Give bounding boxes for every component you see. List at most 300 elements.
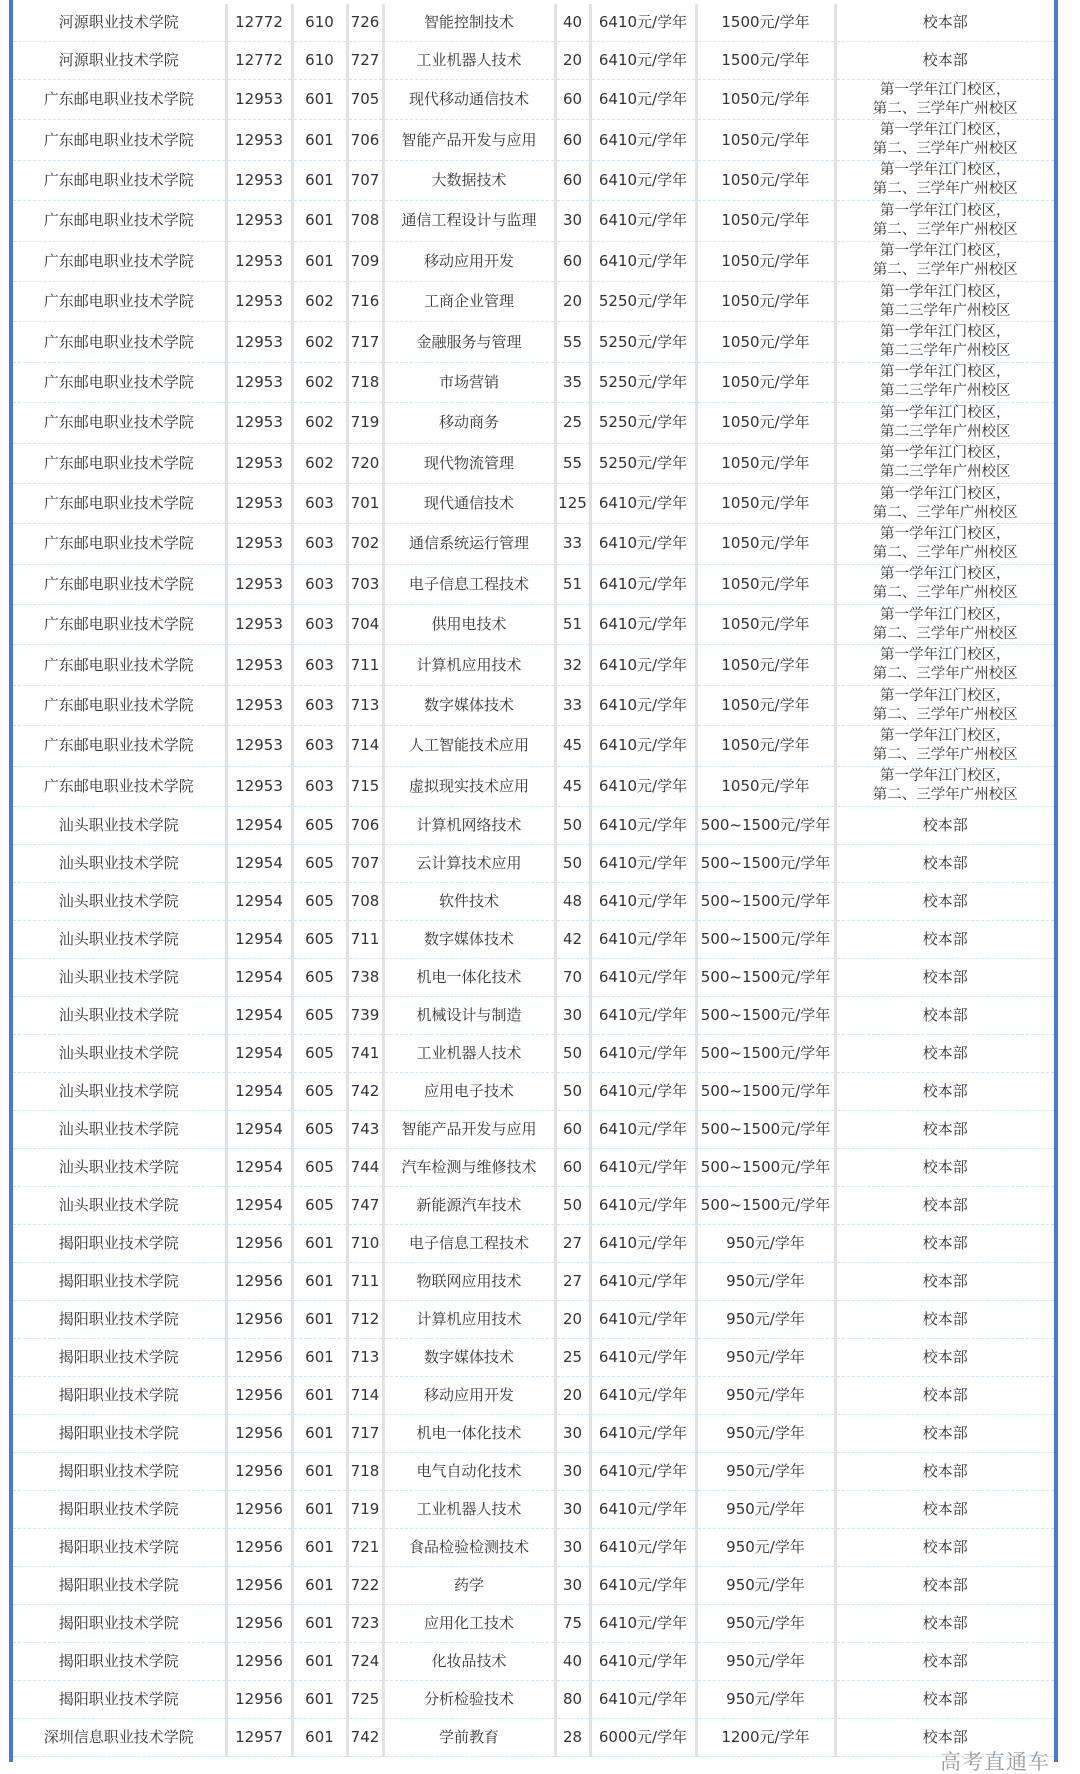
school-code-cell: 12953 <box>226 726 292 766</box>
plan-count-cell: 40 <box>555 1643 590 1681</box>
group-code-cell: 603 <box>292 605 347 645</box>
school-name-cell: 揭阳职业技术学院 <box>13 1377 226 1415</box>
table-row <box>13 362 1054 402</box>
major-code-cell: 721 <box>347 1529 383 1567</box>
table-row <box>13 845 1054 883</box>
school-name-cell: 汕头职业技术学院 <box>13 1187 226 1225</box>
accommodation-fee-cell: 1050元/学年 <box>696 645 835 685</box>
major-name-cell: 工业机器人技术 <box>383 42 555 80</box>
group-code-cell: 603 <box>292 766 347 806</box>
major-code-cell: 705 <box>347 80 383 120</box>
major-name-cell: 云计算技术应用 <box>383 845 555 883</box>
table-row <box>13 1339 1054 1377</box>
group-code-cell: 601 <box>292 241 347 281</box>
major-name-cell: 机电一体化技术 <box>383 1415 555 1453</box>
plan-count-cell: 51 <box>555 564 590 604</box>
school-name-cell: 揭阳职业技术学院 <box>13 1453 226 1491</box>
plan-count-cell: 45 <box>555 766 590 806</box>
group-code-cell: 601 <box>292 1377 347 1415</box>
table-row <box>13 1453 1054 1491</box>
campus-cell <box>835 766 1054 806</box>
campus-cell: 校本部 <box>835 1149 1054 1187</box>
campus-line: 第二三学年广州校区 <box>880 464 1011 481</box>
campus-cell: 校本部 <box>835 1719 1054 1757</box>
major-code-cell: 743 <box>347 1111 383 1149</box>
school-code-cell: 12954 <box>226 883 292 921</box>
plan-count-cell: 60 <box>555 241 590 281</box>
campus-line: 第一学年江门校区， <box>880 364 1011 381</box>
campus-line: 第二、三学年广州校区 <box>872 504 1018 521</box>
major-name-cell: 化妆品技术 <box>383 1643 555 1681</box>
campus-line: 第一学年江门校区， <box>880 122 1011 139</box>
tuition-cell: 6410元/学年 <box>590 1035 696 1073</box>
campus-line: 第二三学年广州校区 <box>880 423 1011 440</box>
accommodation-fee-cell: 950元/学年 <box>696 1301 835 1339</box>
table-row <box>13 685 1054 725</box>
table-row <box>13 883 1054 921</box>
table-row <box>13 1719 1054 1757</box>
plan-count-cell: 48 <box>555 883 590 921</box>
school-name-cell: 汕头职业技术学院 <box>13 1035 226 1073</box>
campus-line: 第一学年江门校区， <box>880 606 1011 623</box>
group-code-cell: 603 <box>292 685 347 725</box>
major-name-cell: 数字媒体技术 <box>383 1339 555 1377</box>
plan-count-cell: 27 <box>555 1225 590 1263</box>
school-name-cell: 揭阳职业技术学院 <box>13 1681 226 1719</box>
table-row <box>13 807 1054 845</box>
campus-line: 第二、三学年广州校区 <box>872 100 1018 117</box>
major-code-cell: 706 <box>347 807 383 845</box>
major-name-cell: 电气自动化技术 <box>383 1453 555 1491</box>
plan-count-cell: 30 <box>555 1529 590 1567</box>
tuition-cell: 6410元/学年 <box>590 1149 696 1187</box>
campus-line: 第一学年江门校区， <box>880 324 1011 341</box>
major-code-cell: 716 <box>347 281 383 321</box>
school-name-cell: 揭阳职业技术学院 <box>13 1415 226 1453</box>
campus-line: 第一学年江门校区， <box>880 81 1011 98</box>
table-row <box>13 201 1054 241</box>
major-name-cell: 应用电子技术 <box>383 1073 555 1111</box>
tuition-cell: 6410元/学年 <box>590 120 696 160</box>
school-name-cell: 揭阳职业技术学院 <box>13 1567 226 1605</box>
group-code-cell: 601 <box>292 1453 347 1491</box>
campus-line: 第二三学年广州校区 <box>880 383 1011 400</box>
campus-cell <box>835 80 1054 120</box>
major-name-cell: 金融服务与管理 <box>383 322 555 362</box>
campus-cell <box>835 241 1054 281</box>
school-code-cell: 12953 <box>226 766 292 806</box>
table-row <box>13 1681 1054 1719</box>
table-row <box>13 645 1054 685</box>
major-code-cell: 719 <box>347 403 383 443</box>
campus-line: 第二、三学年广州校区 <box>872 666 1018 683</box>
plan-count-cell: 60 <box>555 1149 590 1187</box>
group-code-cell: 601 <box>292 1225 347 1263</box>
group-code-cell: 601 <box>292 80 347 120</box>
major-name-cell: 分析检验技术 <box>383 1681 555 1719</box>
school-code-cell: 12956 <box>226 1681 292 1719</box>
school-name-cell: 广东邮电职业技术学院 <box>13 443 226 483</box>
campus-line: 第二、三学年广州校区 <box>872 181 1018 198</box>
tuition-cell: 6410元/学年 <box>590 807 696 845</box>
table-row <box>13 564 1054 604</box>
plan-count-cell: 50 <box>555 1187 590 1225</box>
accommodation-fee-cell: 950元/学年 <box>696 1567 835 1605</box>
campus-cell: 校本部 <box>835 1339 1054 1377</box>
table-row <box>13 281 1054 321</box>
campus-cell <box>835 322 1054 362</box>
school-name-cell: 汕头职业技术学院 <box>13 1073 226 1111</box>
accommodation-fee-cell: 1050元/学年 <box>696 766 835 806</box>
school-name-cell: 揭阳职业技术学院 <box>13 1263 226 1301</box>
accommodation-fee-cell: 500~1500元/学年 <box>696 845 835 883</box>
school-name-cell: 河源职业技术学院 <box>13 4 226 42</box>
tuition-cell: 6410元/学年 <box>590 1339 696 1377</box>
table-row <box>13 241 1054 281</box>
campus-line: 第二三学年广州校区 <box>880 302 1011 319</box>
accommodation-fee-cell: 500~1500元/学年 <box>696 1035 835 1073</box>
group-code-cell: 610 <box>292 4 347 42</box>
accommodation-fee-cell: 500~1500元/学年 <box>696 883 835 921</box>
school-name-cell: 广东邮电职业技术学院 <box>13 605 226 645</box>
major-code-cell: 742 <box>347 1073 383 1111</box>
campus-line: 第二、三学年广州校区 <box>872 746 1018 763</box>
tuition-cell: 6410元/学年 <box>590 921 696 959</box>
accommodation-fee-cell: 1050元/学年 <box>696 281 835 321</box>
school-code-cell: 12956 <box>226 1377 292 1415</box>
school-name-cell: 广东邮电职业技术学院 <box>13 241 226 281</box>
tuition-cell: 6410元/学年 <box>590 1529 696 1567</box>
tuition-cell: 6410元/学年 <box>590 1187 696 1225</box>
campus-cell <box>835 281 1054 321</box>
major-code-cell: 723 <box>347 1605 383 1643</box>
table-row <box>13 1187 1054 1225</box>
major-code-cell: 720 <box>347 443 383 483</box>
plan-count-cell: 55 <box>555 443 590 483</box>
school-code-cell: 12954 <box>226 997 292 1035</box>
plan-count-cell: 20 <box>555 281 590 321</box>
major-name-cell: 软件技术 <box>383 883 555 921</box>
accommodation-fee-cell: 1050元/学年 <box>696 726 835 766</box>
accommodation-fee-cell: 500~1500元/学年 <box>696 1073 835 1111</box>
group-code-cell: 605 <box>292 1149 347 1187</box>
school-name-cell: 广东邮电职业技术学院 <box>13 524 226 564</box>
campus-cell: 校本部 <box>835 1301 1054 1339</box>
school-name-cell: 广东邮电职业技术学院 <box>13 322 226 362</box>
campus-cell <box>835 362 1054 402</box>
major-code-cell: 710 <box>347 1225 383 1263</box>
campus-cell: 校本部 <box>835 1263 1054 1301</box>
school-code-cell: 12956 <box>226 1529 292 1567</box>
major-code-cell: 712 <box>347 1301 383 1339</box>
tuition-cell: 6410元/学年 <box>590 1605 696 1643</box>
school-code-cell: 12953 <box>226 201 292 241</box>
major-name-cell: 汽车检测与维修技术 <box>383 1149 555 1187</box>
major-code-cell: 747 <box>347 1187 383 1225</box>
campus-line: 第二、三学年广州校区 <box>872 585 1018 602</box>
major-name-cell: 移动应用开发 <box>383 241 555 281</box>
tuition-cell: 6410元/学年 <box>590 4 696 42</box>
school-name-cell: 汕头职业技术学院 <box>13 959 226 997</box>
tuition-cell: 6410元/学年 <box>590 685 696 725</box>
group-code-cell: 605 <box>292 845 347 883</box>
major-name-cell: 计算机应用技术 <box>383 645 555 685</box>
table-row <box>13 726 1054 766</box>
plan-count-cell: 20 <box>555 1377 590 1415</box>
accommodation-fee-cell: 1500元/学年 <box>696 42 835 80</box>
campus-cell: 校本部 <box>835 1453 1054 1491</box>
major-code-cell: 718 <box>347 1453 383 1491</box>
campus-cell <box>835 605 1054 645</box>
school-code-cell: 12954 <box>226 1073 292 1111</box>
plan-count-cell: 27 <box>555 1263 590 1301</box>
accommodation-fee-cell: 950元/学年 <box>696 1339 835 1377</box>
major-code-cell: 711 <box>347 645 383 685</box>
table-row <box>13 1415 1054 1453</box>
accommodation-fee-cell: 950元/学年 <box>696 1529 835 1567</box>
school-code-cell: 12954 <box>226 959 292 997</box>
tuition-cell: 6410元/学年 <box>590 564 696 604</box>
school-code-cell: 12953 <box>226 645 292 685</box>
school-name-cell: 广东邮电职业技术学院 <box>13 80 226 120</box>
tuition-cell: 6410元/学年 <box>590 845 696 883</box>
table-row <box>13 1491 1054 1529</box>
plan-count-cell: 60 <box>555 160 590 200</box>
campus-cell <box>835 443 1054 483</box>
school-name-cell: 汕头职业技术学院 <box>13 807 226 845</box>
campus-cell: 校本部 <box>835 997 1054 1035</box>
major-code-cell: 726 <box>347 4 383 42</box>
school-code-cell: 12957 <box>226 1719 292 1757</box>
table-row <box>13 1073 1054 1111</box>
major-code-cell: 739 <box>347 997 383 1035</box>
accommodation-fee-cell: 950元/学年 <box>696 1643 835 1681</box>
group-code-cell: 601 <box>292 1529 347 1567</box>
school-code-cell: 12953 <box>226 160 292 200</box>
accommodation-fee-cell: 500~1500元/学年 <box>696 959 835 997</box>
accommodation-fee-cell: 1050元/学年 <box>696 443 835 483</box>
tuition-cell: 6410元/学年 <box>590 1301 696 1339</box>
plan-count-cell: 20 <box>555 1301 590 1339</box>
campus-cell <box>835 403 1054 443</box>
group-code-cell: 602 <box>292 362 347 402</box>
table-row <box>13 524 1054 564</box>
school-code-cell: 12954 <box>226 1149 292 1187</box>
plan-count-cell: 30 <box>555 1567 590 1605</box>
tuition-cell: 6410元/学年 <box>590 483 696 523</box>
accommodation-fee-cell: 500~1500元/学年 <box>696 1187 835 1225</box>
campus-cell: 校本部 <box>835 1111 1054 1149</box>
accommodation-fee-cell: 950元/学年 <box>696 1453 835 1491</box>
major-code-cell: 715 <box>347 766 383 806</box>
table-row <box>13 120 1054 160</box>
campus-cell <box>835 726 1054 766</box>
campus-line: 第一学年江门校区， <box>880 727 1011 744</box>
group-code-cell: 601 <box>292 1339 347 1377</box>
campus-cell: 校本部 <box>835 1529 1054 1567</box>
campus-line: 第二、三学年广州校区 <box>872 141 1018 158</box>
group-code-cell: 601 <box>292 120 347 160</box>
tuition-cell: 6410元/学年 <box>590 605 696 645</box>
school-name-cell: 广东邮电职业技术学院 <box>13 362 226 402</box>
campus-line: 第一学年江门校区， <box>880 445 1011 462</box>
campus-line: 第二、三学年广州校区 <box>872 262 1018 279</box>
tuition-cell: 6410元/学年 <box>590 1225 696 1263</box>
watermark: 高考直通车 <box>940 1750 1050 1774</box>
school-code-cell: 12956 <box>226 1415 292 1453</box>
plan-count-cell: 30 <box>555 201 590 241</box>
school-name-cell: 揭阳职业技术学院 <box>13 1643 226 1681</box>
campus-line: 第一学年江门校区， <box>880 243 1011 260</box>
major-name-cell: 物联网应用技术 <box>383 1263 555 1301</box>
major-name-cell: 工业机器人技术 <box>383 1035 555 1073</box>
tuition-cell: 5250元/学年 <box>590 281 696 321</box>
group-code-cell: 605 <box>292 1073 347 1111</box>
campus-line: 第二三学年广州校区 <box>880 343 1011 360</box>
major-code-cell: 738 <box>347 959 383 997</box>
plan-count-cell: 51 <box>555 605 590 645</box>
accommodation-fee-cell: 1050元/学年 <box>696 201 835 241</box>
tuition-cell: 6410元/学年 <box>590 1567 696 1605</box>
group-code-cell: 601 <box>292 1605 347 1643</box>
major-code-cell: 717 <box>347 322 383 362</box>
tuition-cell: 6410元/学年 <box>590 42 696 80</box>
group-code-cell: 602 <box>292 281 347 321</box>
school-code-cell: 12953 <box>226 605 292 645</box>
major-code-cell: 709 <box>347 241 383 281</box>
school-code-cell: 12953 <box>226 281 292 321</box>
school-name-cell: 广东邮电职业技术学院 <box>13 726 226 766</box>
major-name-cell: 人工智能技术应用 <box>383 726 555 766</box>
tuition-cell: 6410元/学年 <box>590 959 696 997</box>
table-row <box>13 1377 1054 1415</box>
tuition-cell: 6000元/学年 <box>590 1719 696 1757</box>
school-name-cell: 广东邮电职业技术学院 <box>13 201 226 241</box>
group-code-cell: 603 <box>292 483 347 523</box>
accommodation-fee-cell: 950元/学年 <box>696 1263 835 1301</box>
tuition-cell: 6410元/学年 <box>590 241 696 281</box>
accommodation-fee-cell: 500~1500元/学年 <box>696 997 835 1035</box>
table-row <box>13 1225 1054 1263</box>
tuition-cell: 6410元/学年 <box>590 1073 696 1111</box>
group-code-cell: 601 <box>292 1301 347 1339</box>
plan-count-cell: 60 <box>555 1111 590 1149</box>
table-row <box>13 766 1054 806</box>
campus-cell: 校本部 <box>835 1187 1054 1225</box>
accommodation-fee-cell: 1050元/学年 <box>696 403 835 443</box>
plan-count-cell: 32 <box>555 645 590 685</box>
plan-count-cell: 30 <box>555 997 590 1035</box>
plan-count-cell: 30 <box>555 1453 590 1491</box>
campus-cell <box>835 645 1054 685</box>
school-name-cell: 广东邮电职业技术学院 <box>13 281 226 321</box>
table-row <box>13 42 1054 80</box>
school-code-cell: 12953 <box>226 685 292 725</box>
campus-line: 第二、三学年广州校区 <box>872 625 1018 642</box>
tuition-cell: 6410元/学年 <box>590 1415 696 1453</box>
major-code-cell: 713 <box>347 1339 383 1377</box>
table-row <box>13 1149 1054 1187</box>
admissions-table <box>13 4 1054 1757</box>
campus-cell: 校本部 <box>835 1415 1054 1453</box>
major-code-cell: 717 <box>347 1415 383 1453</box>
accommodation-fee-cell: 1500元/学年 <box>696 4 835 42</box>
major-code-cell: 701 <box>347 483 383 523</box>
group-code-cell: 603 <box>292 564 347 604</box>
group-code-cell: 605 <box>292 1187 347 1225</box>
school-code-cell: 12954 <box>226 845 292 883</box>
plan-count-cell: 28 <box>555 1719 590 1757</box>
major-name-cell: 应用化工技术 <box>383 1605 555 1643</box>
school-name-cell: 汕头职业技术学院 <box>13 1149 226 1187</box>
campus-cell: 校本部 <box>835 42 1054 80</box>
campus-line: 第二、三学年广州校区 <box>872 787 1018 804</box>
table-row <box>13 483 1054 523</box>
school-name-cell: 揭阳职业技术学院 <box>13 1491 226 1529</box>
major-code-cell: 719 <box>347 1491 383 1529</box>
tuition-cell: 6410元/学年 <box>590 201 696 241</box>
campus-cell: 校本部 <box>835 959 1054 997</box>
school-code-cell: 12953 <box>226 80 292 120</box>
table-body <box>13 4 1054 1757</box>
school-code-cell: 12772 <box>226 4 292 42</box>
major-name-cell: 数字媒体技术 <box>383 685 555 725</box>
campus-cell: 校本部 <box>835 1605 1054 1643</box>
campus-line: 第一学年江门校区， <box>880 162 1011 179</box>
group-code-cell: 610 <box>292 42 347 80</box>
group-code-cell: 605 <box>292 883 347 921</box>
major-code-cell: 718 <box>347 362 383 402</box>
school-name-cell: 广东邮电职业技术学院 <box>13 403 226 443</box>
plan-count-cell: 40 <box>555 4 590 42</box>
tuition-cell: 5250元/学年 <box>590 362 696 402</box>
major-name-cell: 市场营销 <box>383 362 555 402</box>
major-name-cell: 计算机应用技术 <box>383 1301 555 1339</box>
school-name-cell: 汕头职业技术学院 <box>13 883 226 921</box>
group-code-cell: 601 <box>292 1643 347 1681</box>
plan-count-cell: 25 <box>555 1339 590 1377</box>
major-name-cell: 电子信息工程技术 <box>383 1225 555 1263</box>
school-code-cell: 12956 <box>226 1605 292 1643</box>
accommodation-fee-cell: 950元/学年 <box>696 1225 835 1263</box>
major-code-cell: 725 <box>347 1681 383 1719</box>
major-code-cell: 722 <box>347 1567 383 1605</box>
accommodation-fee-cell: 1050元/学年 <box>696 160 835 200</box>
group-code-cell: 601 <box>292 1681 347 1719</box>
school-name-cell: 汕头职业技术学院 <box>13 1111 226 1149</box>
major-name-cell: 电子信息工程技术 <box>383 564 555 604</box>
tuition-cell: 5250元/学年 <box>590 443 696 483</box>
table-row <box>13 921 1054 959</box>
school-code-cell: 12953 <box>226 362 292 402</box>
school-code-cell: 12953 <box>226 483 292 523</box>
table-row <box>13 322 1054 362</box>
major-code-cell: 714 <box>347 726 383 766</box>
major-code-cell: 708 <box>347 201 383 241</box>
school-name-cell: 揭阳职业技术学院 <box>13 1529 226 1567</box>
campus-line: 第一学年江门校区， <box>880 768 1011 785</box>
table-row <box>13 80 1054 120</box>
group-code-cell: 603 <box>292 645 347 685</box>
group-code-cell: 601 <box>292 1415 347 1453</box>
major-name-cell: 移动商务 <box>383 403 555 443</box>
tuition-cell: 6410元/学年 <box>590 1491 696 1529</box>
school-code-cell: 12953 <box>226 524 292 564</box>
accommodation-fee-cell: 1050元/学年 <box>696 362 835 402</box>
campus-cell: 校本部 <box>835 883 1054 921</box>
group-code-cell: 603 <box>292 726 347 766</box>
accommodation-fee-cell: 1050元/学年 <box>696 524 835 564</box>
